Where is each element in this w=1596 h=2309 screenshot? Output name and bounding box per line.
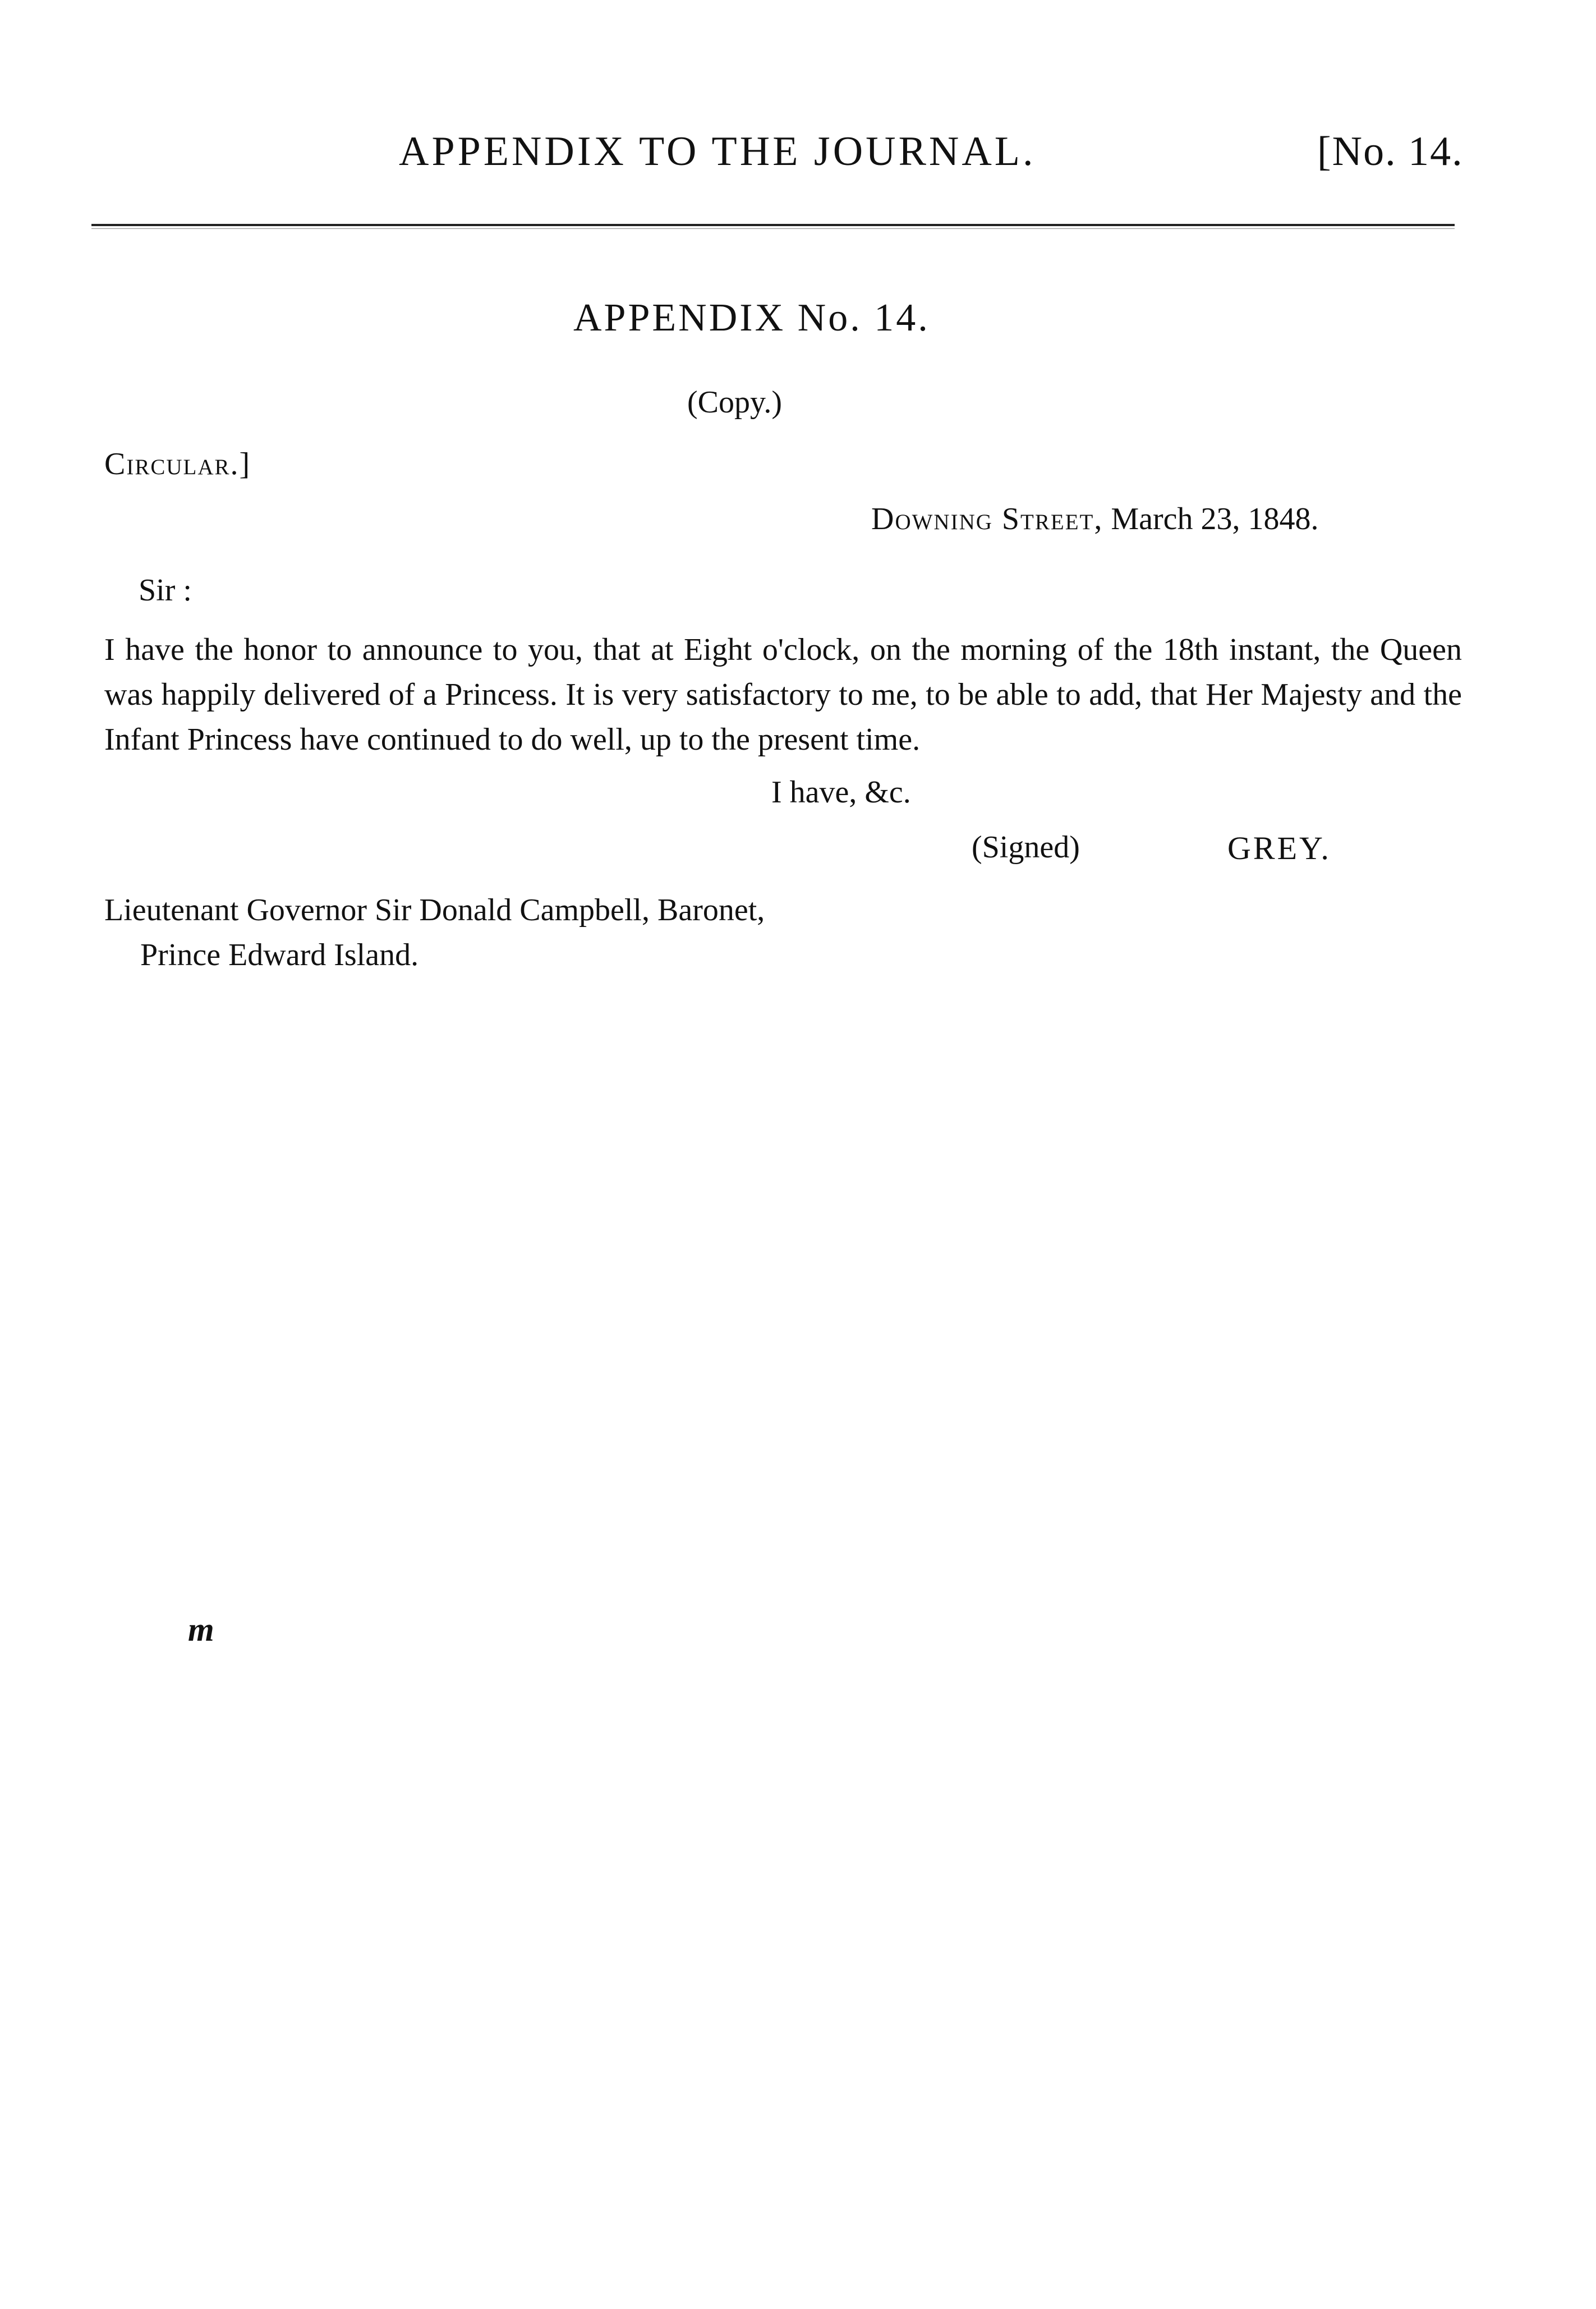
letter-body: I have the honor to announce to you, that at Eight o'clock, on the morning of the 18th instant, the Queen was happily delivered of a Princess. It is very satisfactory to me, to be able to add, that Her Majesty and the Infant Princess have continued to do well, up to the present time. [104,632,1462,757]
addressee-line-2: Prince Edward Island. [140,938,419,972]
addressee-line-1: Lieutenant Governor Sir Donald Campbell, Baronet, [104,893,765,928]
signed-label: (Signed) [972,830,1080,865]
salutation: Sir : [139,573,192,608]
dateline [871,501,1319,537]
running-title: APPENDIX TO THE JOURNAL. [399,128,1036,175]
header-rule [91,224,1455,226]
copy-note: (Copy.) [687,385,783,420]
header-rule-shadow [91,228,1455,229]
dateline-place: Downing Street, [871,502,1103,536]
appendix-heading: APPENDIX No. 14. [573,296,930,339]
signature-mark: m [188,1611,214,1648]
signer-name: GREY. [1227,830,1331,866]
closing-line: I have, &c. [771,775,911,810]
running-page-number: [No. 14. [1317,128,1464,175]
dateline-date: March 23, 1848. [1111,502,1319,536]
circular-label: Circular.] [104,447,251,481]
